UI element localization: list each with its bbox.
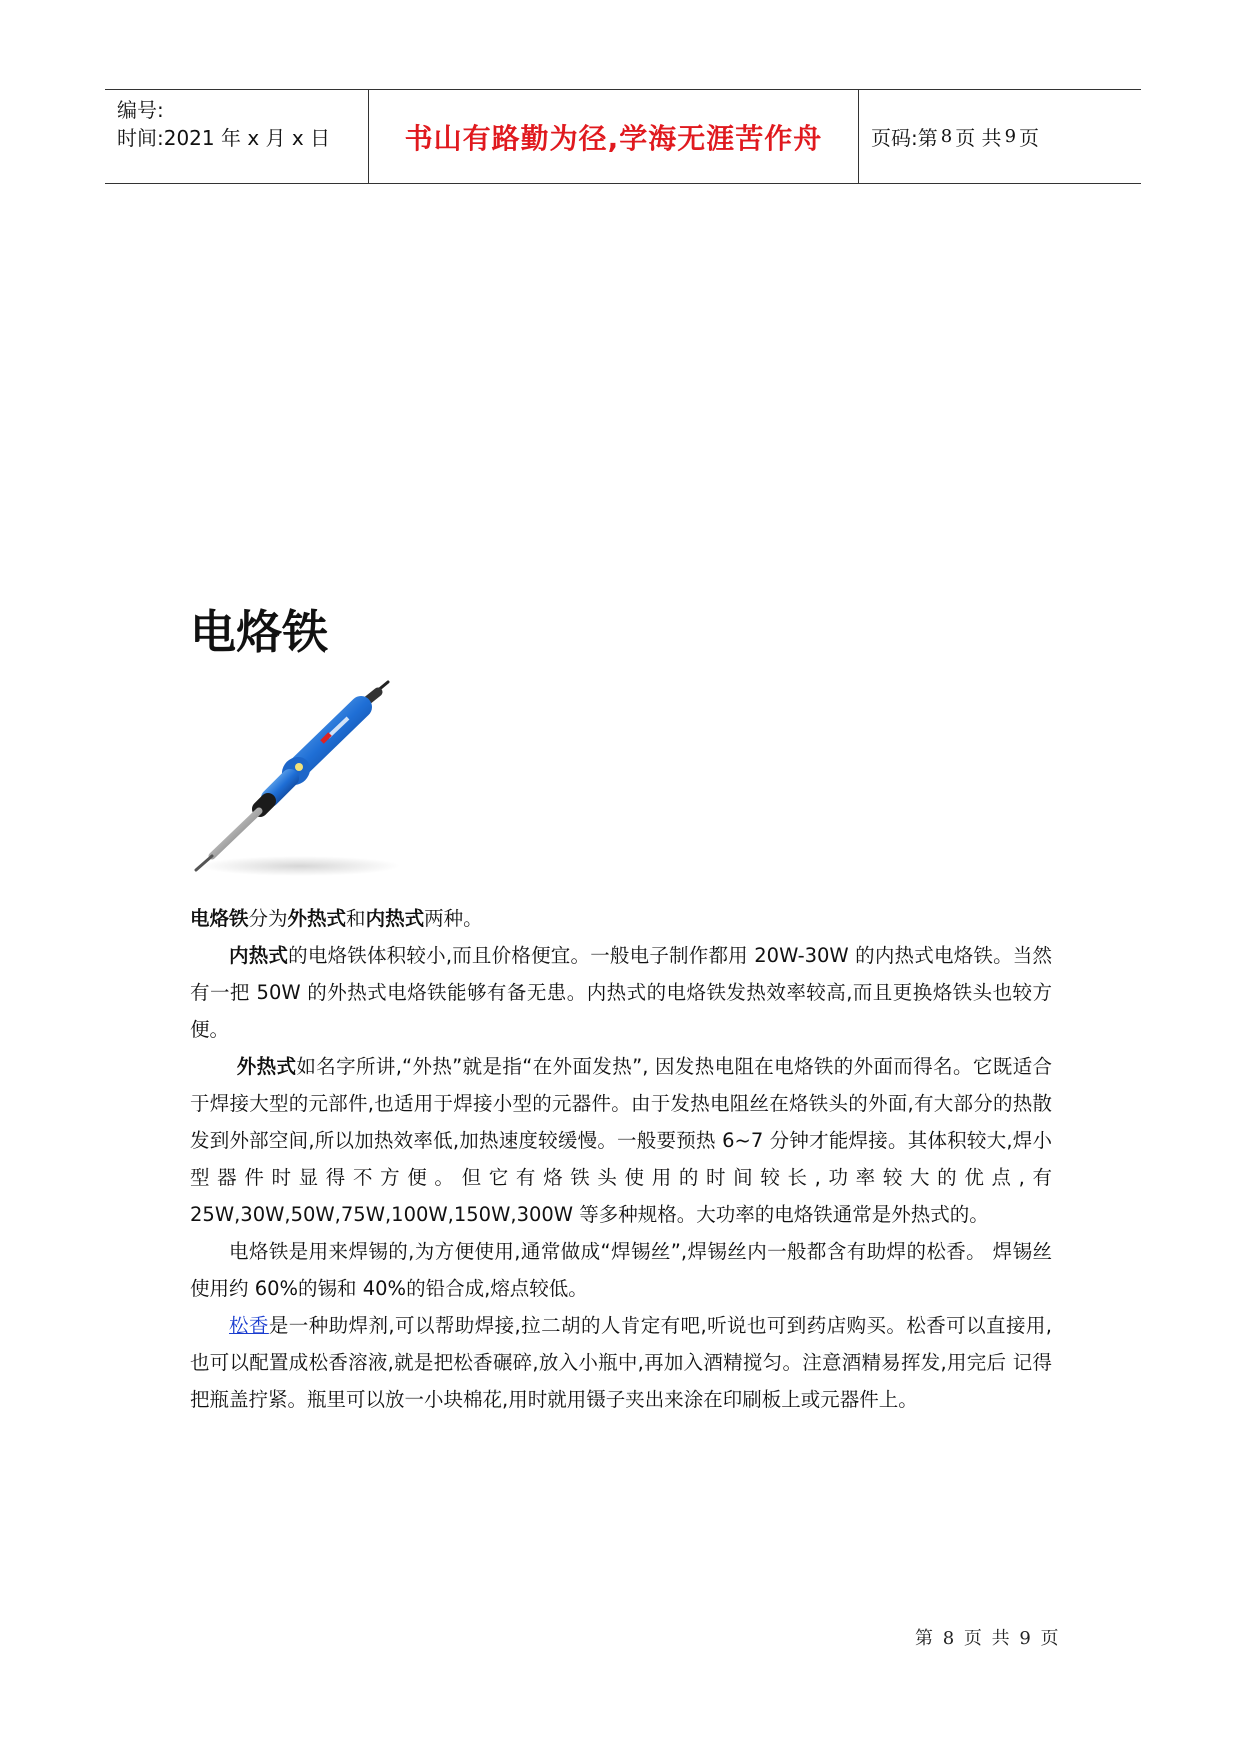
paragraph-internal-heating xyxy=(190,937,1052,1048)
term-soldering-iron: 电烙铁 xyxy=(190,907,249,930)
page-header xyxy=(105,89,1141,184)
term-internal-heating: 内热式 xyxy=(229,944,289,967)
paragraph-external-heating xyxy=(190,1048,1052,1233)
page-footer: 第 8 页 共 9 页 xyxy=(915,1628,1061,1649)
paragraph-text: 分为 xyxy=(248,907,288,930)
serial-number-label: 编号: xyxy=(117,98,164,122)
paragraph-intro xyxy=(190,900,1052,937)
document-title: 电烙铁 xyxy=(190,605,328,659)
header-divider xyxy=(858,90,859,183)
rosin-link[interactable]: 松香 xyxy=(229,1314,269,1337)
paragraph-text: 和 xyxy=(346,907,366,930)
paragraph-text: 如名字所讲,“外热”就是指“在外面发热”, 因发热电阻在电烙铁的外面而得名。它既适合于焊接大型的元部件,也适用于焊接小型的元器件。由于发热电阻丝在烙铁头的外面,有大部分的热散发到外部空间,所以加热效率低,加热速度较缓慢。一般要预热 6~7 分钟才能焊接。其体积较大,焊小型器件时显得不方便。但它有烙铁头使用的时间较长,功率较大的优点,有 25W,30W,50W,75W,100W,150W,300W 等多种规格。大功率的电烙铁通常是外热式的。 xyxy=(190,1055,1052,1226)
paragraph-text: 的电烙铁体积较小,而且价格便宜。一般电子制作都用 20W-30W 的内热式电烙铁。当然有一把 50W 的外热式电烙铁能够有备无患。内热式的电烙铁发热效率较高,而且更换烙铁头也较方便。 xyxy=(190,944,1052,1041)
page-current: 8 xyxy=(940,126,953,147)
page-suffix: 页 xyxy=(1019,126,1040,150)
paragraph-rosin xyxy=(190,1307,1052,1418)
term-external-heating: 外热式 xyxy=(287,907,347,930)
header-motto: 书山有路勤为径,学海无涯苦作舟 xyxy=(404,121,823,155)
paragraph-text: 两种。 xyxy=(424,907,483,930)
term-internal-heating: 内热式 xyxy=(365,907,425,930)
page-mid: 页 共 xyxy=(955,126,1002,150)
soldering-iron-illustration-icon xyxy=(190,680,410,880)
soldering-iron-image xyxy=(190,680,410,880)
date-label: 时间:2021 年 x 月 x 日 xyxy=(117,126,331,150)
page-total: 9 xyxy=(1004,126,1017,147)
header-meta xyxy=(117,96,367,152)
term-external-heating: 外热式 xyxy=(236,1055,297,1078)
paragraph-text: 是一种助焊剂,可以帮助焊接,拉二胡的人肯定有吧,听说也可到药店购买。松香可以直接用,也可以配置成松香溶液,就是把松香碾碎,放入小瓶中,再加入酒精搅匀。注意酒精易挥发,用完后 记得把瓶盖拧紧。瓶里可以放一小块棉花,用时就用镊子夹出来涂在印刷板上或元器件上。 xyxy=(190,1314,1052,1411)
paragraph-solder-wire: 电烙铁是用来焊锡的,为方便使用,通常做成“焊锡丝”,焊锡丝内一般都含有助焊的松香。 焊锡丝使用约 60%的锡和 40%的铅合成,熔点较低。 xyxy=(190,1240,1052,1300)
header-page-number xyxy=(871,90,1039,183)
page-prefix: 页码:第 xyxy=(871,126,938,150)
document-body xyxy=(190,900,1052,1418)
